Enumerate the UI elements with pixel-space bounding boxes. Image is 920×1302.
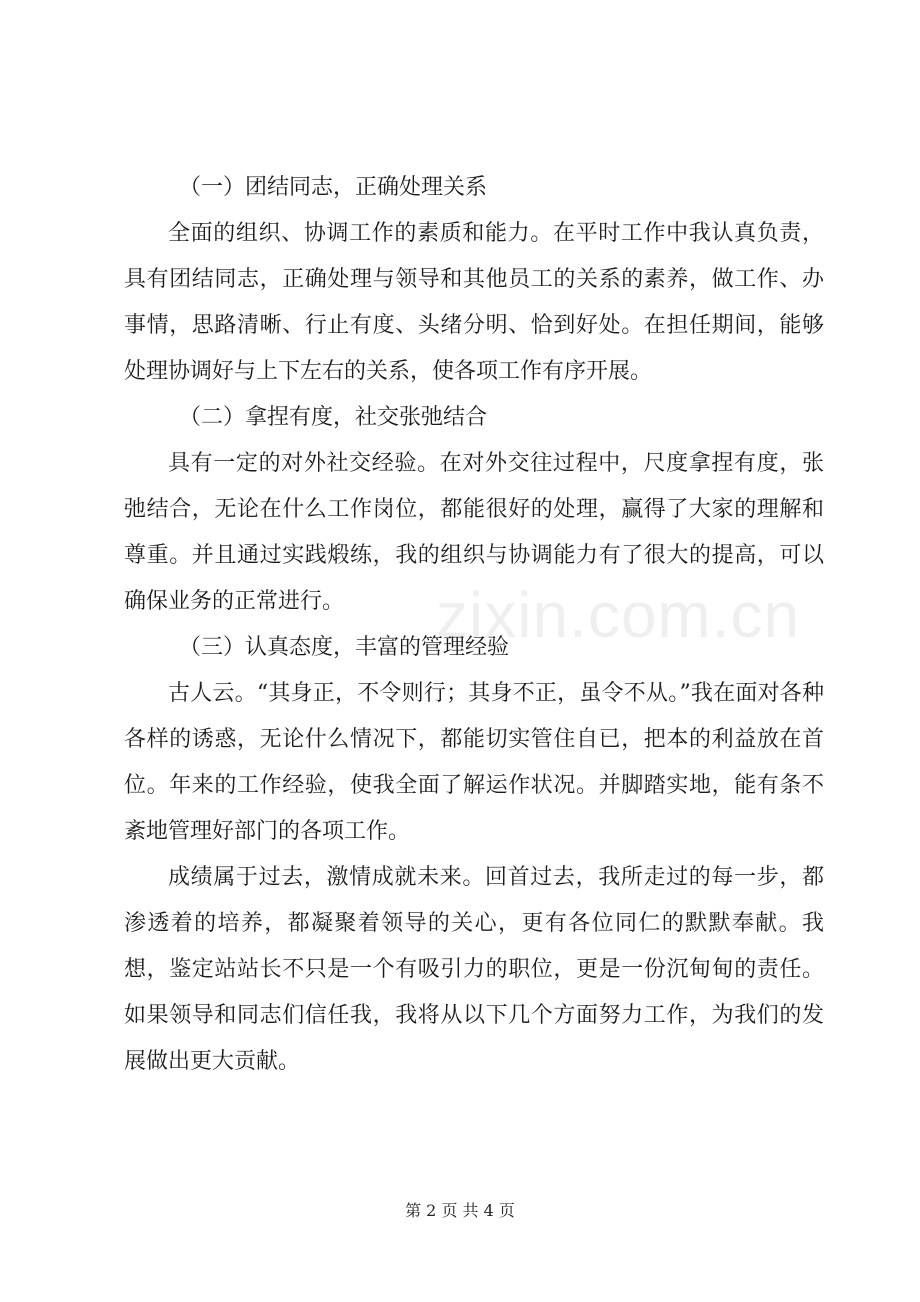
section-heading-3: （三）认真态度，丰富的管理经验 xyxy=(179,635,510,660)
paragraph-2: 具有一定的对外社交经验。在对外交往过程中，尺度拿捏有度，张弛结合，无论在什么工作岗位，都能很好的处理，赢得了大家的理解和尊重。并且通过实践煅练，我的组织与协调能力有了很大的提高，可以确保业务的正常进行。 xyxy=(124,451,824,614)
watermark: zixin.com.cn xyxy=(436,579,801,651)
section-heading-1: （一）团结同志，正确处理关系 xyxy=(179,175,488,200)
paragraph-4: 成绩属于过去，激情成就未来。回首过去，我所走过的每一步，都渗透着的培养，都凝聚着领导的关心，更有各位同仁的默默奉献。我想，鉴定站站长不只是一个有吸引力的职位，更是一份沉甸甸的责任。如果领导和同志们信任我，我将从以下几个方面努力工作，为我们的发展做出更大贡献。 xyxy=(124,865,824,1074)
document-body xyxy=(124,165,824,1085)
paragraph-1: 全面的组织、协调工作的素质和能力。在平时工作中我认真负责，具有团结同志，正确处理与领导和其他员工的关系的素养，做工作、办事情，思路清晰、行止有度、头绪分明、恰到好处。在担任期间，能够处理协调好与上下左右的关系，使各项工作有序开展。 xyxy=(124,221,824,384)
section-heading-2: （二）拿捏有度，社交张弛结合 xyxy=(179,405,488,430)
page-number-footer: 第 2 页 共 4 页 xyxy=(405,1201,515,1220)
paragraph-3: 古人云。“其身正，不令则行；其身不正，虽令不从。”我在面对各种各样的诱惑，无论什么情况下，都能切实管住自已，把本的利益放在首位。年来的工作经验，使我全面了解运作状况。并脚踏实地，能有条不紊地管理好部门的各项工作。 xyxy=(124,681,824,844)
